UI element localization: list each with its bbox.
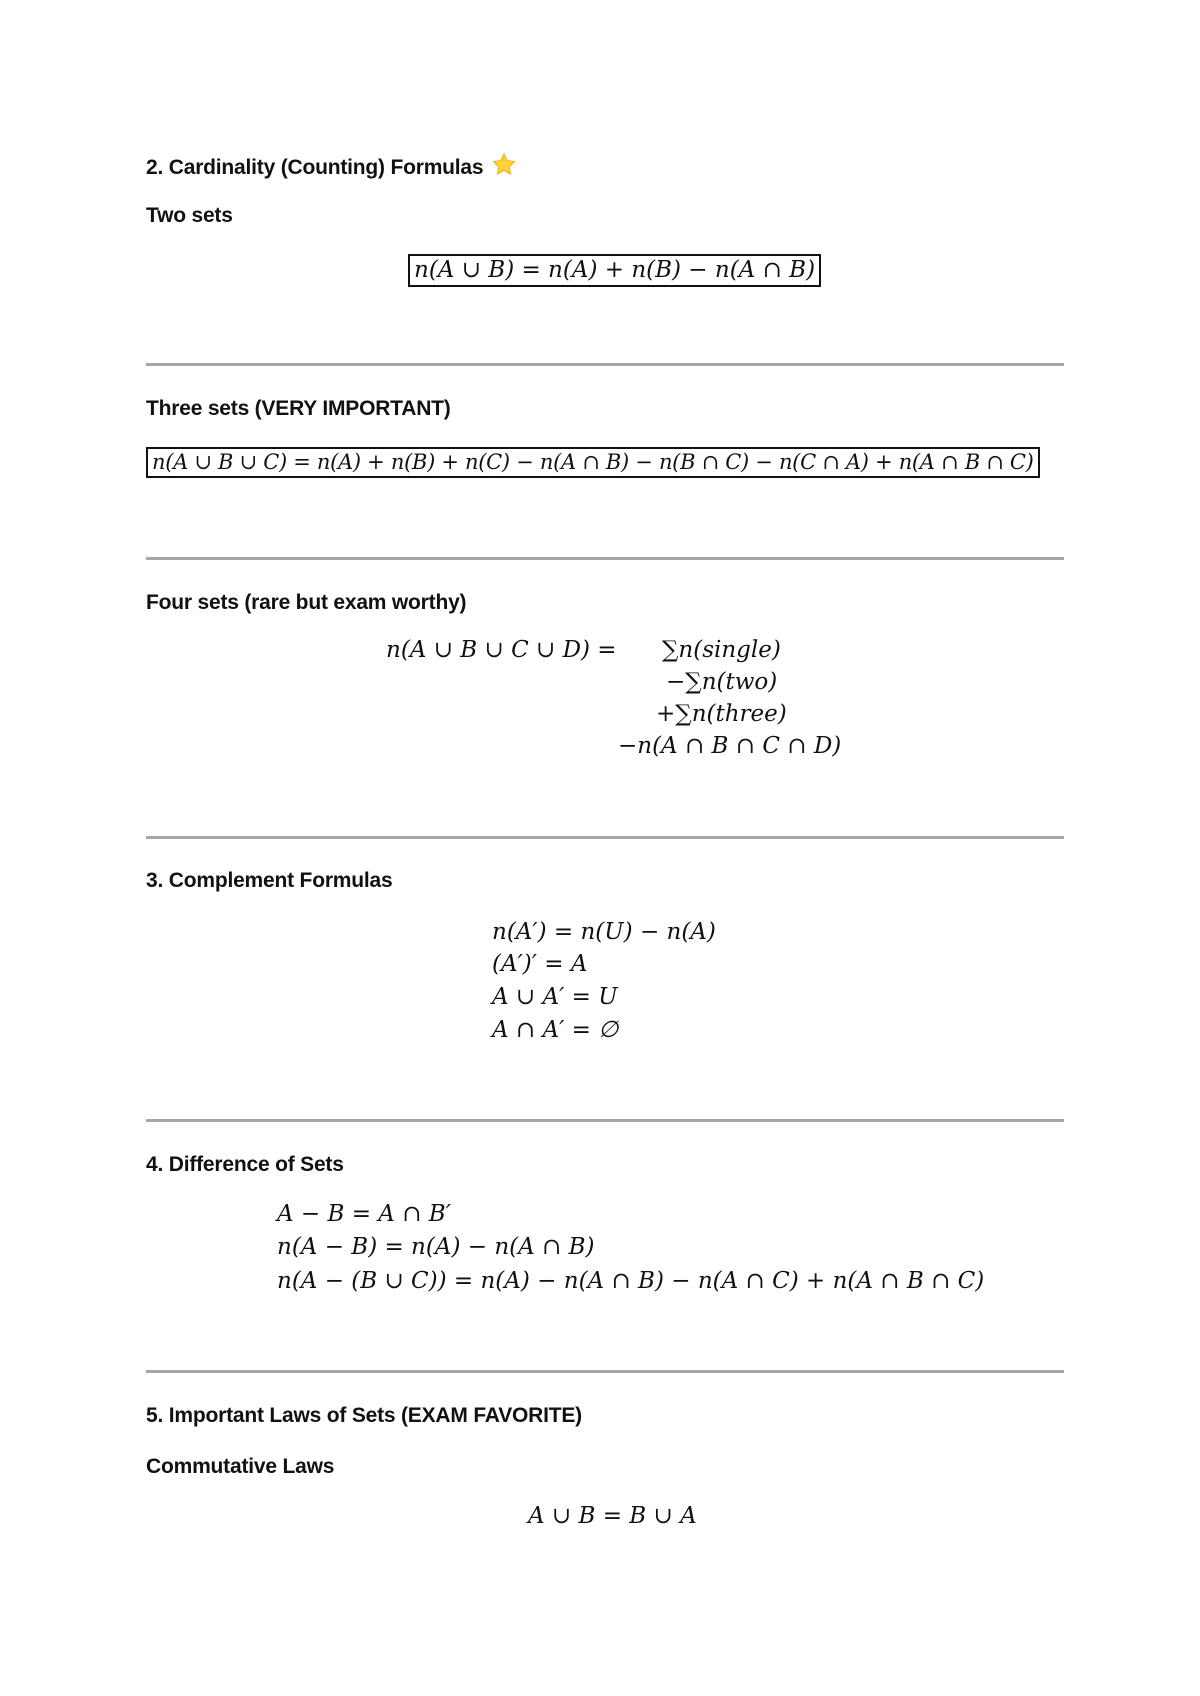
difference-line-2: n(A − B) = n(A) − n(A ∩ B) — [277, 1234, 595, 1260]
four-sets-line-all: −n(A ∩ B ∩ C ∩ D) — [618, 733, 842, 759]
commutative-label: Commutative Laws — [146, 1455, 335, 1478]
complement-line-1: n(A′) = n(U) − n(A) — [492, 919, 716, 945]
divider-3 — [146, 836, 1064, 839]
cardinality-heading — [146, 152, 517, 183]
cardinality-heading-text: 2. Cardinality (Counting) Formulas — [146, 156, 484, 179]
two-sets-label: Two sets — [146, 204, 233, 227]
four-sets-lhs: n(A ∪ B ∪ C ∪ D) = — [386, 637, 617, 663]
complement-line-4: A ∩ A′ = ∅ — [492, 1017, 619, 1043]
four-sets-label: Four sets (rare but exam worthy) — [146, 591, 467, 614]
difference-heading: 4. Difference of Sets — [146, 1153, 344, 1176]
four-sets-line-three: +∑n(three) — [656, 701, 787, 727]
divider-2 — [146, 557, 1064, 560]
four-sets-line-two: −∑n(two) — [666, 669, 778, 695]
complement-line-3: A ∪ A′ = U — [492, 984, 618, 1010]
three-sets-label: Three sets (VERY IMPORTANT) — [146, 397, 451, 420]
three-sets-formula: n(A ∪ B ∪ C) = n(A) + n(B) + n(C) − n(A ∩ B) − n(B ∩ C) − n(C ∩ A) + n(A ∩ B ∩ C) — [146, 447, 1040, 478]
star-icon — [491, 152, 517, 183]
divider-4 — [146, 1119, 1064, 1122]
difference-line-3: n(A − (B ∪ C)) = n(A) − n(A ∩ B) − n(A ∩ C) + n(A ∩ B ∩ C) — [277, 1268, 985, 1294]
difference-line-1: A − B = A ∩ B′ — [277, 1201, 451, 1227]
divider-5 — [146, 1370, 1064, 1373]
four-sets-line-single: ∑n(single) — [662, 637, 781, 663]
commutative-formula: A ∪ B = B ∪ A — [528, 1503, 697, 1529]
complement-line-2: (A′)′ = A — [492, 951, 588, 977]
complement-heading: 3. Complement Formulas — [146, 869, 393, 892]
divider-1 — [146, 363, 1064, 366]
two-sets-formula: n(A ∪ B) = n(A) + n(B) − n(A ∩ B) — [408, 254, 821, 287]
laws-heading: 5. Important Laws of Sets (EXAM FAVORITE) — [146, 1404, 582, 1427]
